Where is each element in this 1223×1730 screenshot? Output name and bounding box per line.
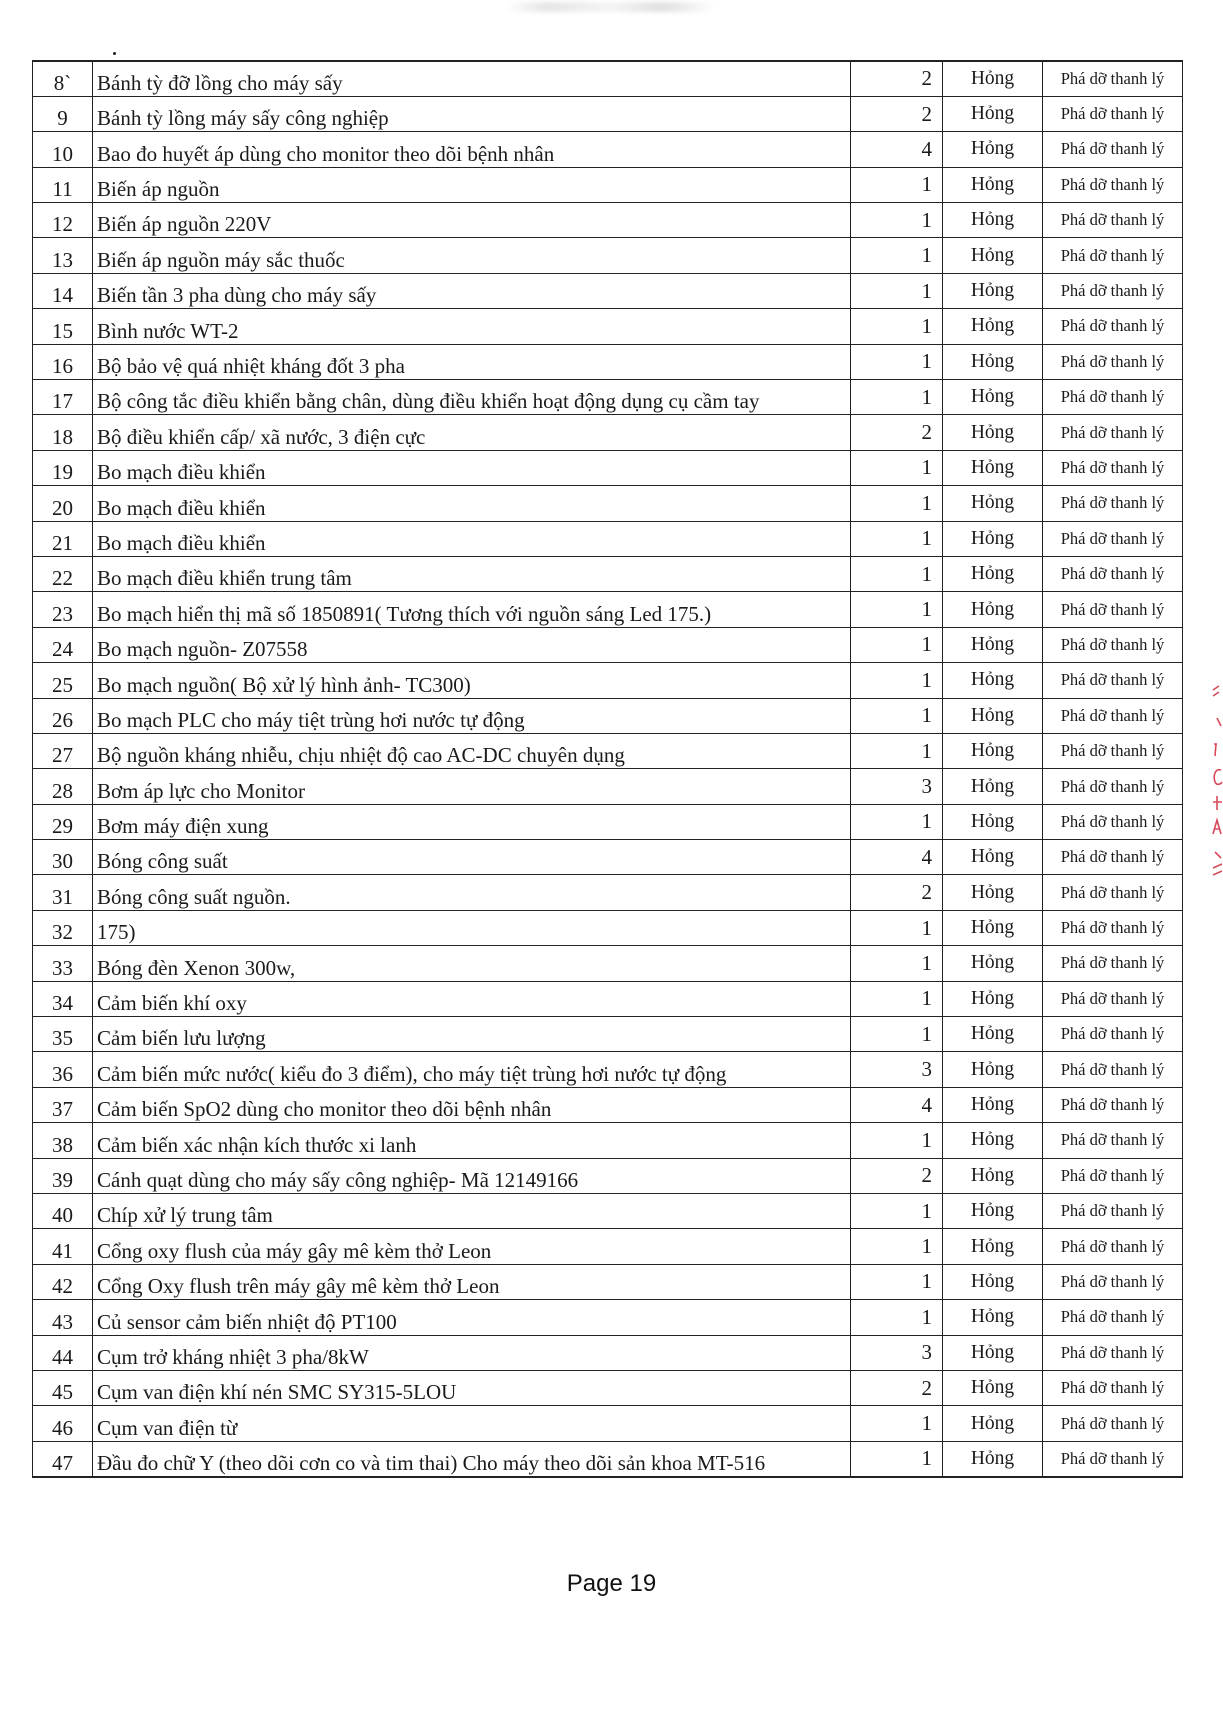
table-row bbox=[33, 309, 1183, 344]
item-action: Phá dỡ thanh lý bbox=[1043, 238, 1183, 273]
item-name: Biến áp nguồn máy sắc thuốc bbox=[93, 238, 851, 273]
item-quantity: 1 bbox=[851, 238, 943, 273]
table-row bbox=[33, 1370, 1183, 1405]
item-action: Phá dỡ thanh lý bbox=[1043, 1229, 1183, 1264]
item-name: Biến áp nguồn 220V bbox=[93, 203, 851, 238]
row-number: 20 bbox=[33, 486, 93, 521]
item-status: Hỏng bbox=[943, 450, 1043, 485]
item-quantity: 1 bbox=[851, 946, 943, 981]
item-action: Phá dỡ thanh lý bbox=[1043, 61, 1183, 96]
item-quantity: 1 bbox=[851, 486, 943, 521]
item-action: Phá dỡ thanh lý bbox=[1043, 875, 1183, 910]
item-quantity: 2 bbox=[851, 96, 943, 131]
inventory-table bbox=[32, 60, 1183, 1478]
item-quantity: 1 bbox=[851, 344, 943, 379]
item-status: Hỏng bbox=[943, 1087, 1043, 1122]
item-status: Hỏng bbox=[943, 486, 1043, 521]
row-number: 13 bbox=[33, 238, 93, 273]
row-number: 32 bbox=[33, 910, 93, 945]
item-action: Phá dỡ thanh lý bbox=[1043, 946, 1183, 981]
table-row bbox=[33, 592, 1183, 627]
table-row bbox=[33, 1017, 1183, 1052]
item-status: Hỏng bbox=[943, 1052, 1043, 1087]
item-action: Phá dỡ thanh lý bbox=[1043, 733, 1183, 768]
item-name: Cổng Oxy flush trên máy gây mê kèm thở Leon bbox=[93, 1264, 851, 1299]
row-number: 40 bbox=[33, 1194, 93, 1229]
item-name: Bình nước WT-2 bbox=[93, 309, 851, 344]
item-quantity: 4 bbox=[851, 840, 943, 875]
row-number: 16 bbox=[33, 344, 93, 379]
item-action: Phá dỡ thanh lý bbox=[1043, 1158, 1183, 1193]
table-row bbox=[33, 698, 1183, 733]
row-number: 28 bbox=[33, 769, 93, 804]
item-action: Phá dỡ thanh lý bbox=[1043, 521, 1183, 556]
row-number: 44 bbox=[33, 1335, 93, 1370]
item-status: Hỏng bbox=[943, 273, 1043, 308]
row-number: 41 bbox=[33, 1229, 93, 1264]
item-status: Hỏng bbox=[943, 592, 1043, 627]
table-row bbox=[33, 1087, 1183, 1122]
table-row bbox=[33, 1229, 1183, 1264]
item-name: Cảm biến lưu lượng bbox=[93, 1017, 851, 1052]
row-number: 12 bbox=[33, 203, 93, 238]
item-name: Bao đo huyết áp dùng cho monitor theo dõi bệnh nhân bbox=[93, 132, 851, 167]
page-number: Page 19 bbox=[566, 1570, 657, 1597]
item-status: Hỏng bbox=[943, 1406, 1043, 1441]
item-status: Hỏng bbox=[943, 1229, 1043, 1264]
table-row bbox=[33, 132, 1183, 167]
item-quantity: 1 bbox=[851, 910, 943, 945]
item-name: Cảm biến xác nhận kích thước xi lanh bbox=[93, 1123, 851, 1158]
item-quantity: 1 bbox=[851, 1441, 943, 1476]
table-row bbox=[33, 663, 1183, 698]
item-name: Bo mạch điều khiển bbox=[93, 521, 851, 556]
table-row bbox=[33, 627, 1183, 662]
table-row bbox=[33, 946, 1183, 981]
item-quantity: 1 bbox=[851, 203, 943, 238]
item-action: Phá dỡ thanh lý bbox=[1043, 1370, 1183, 1405]
item-quantity: 1 bbox=[851, 380, 943, 415]
item-name: Chíp xử lý trung tâm bbox=[93, 1194, 851, 1229]
table-row bbox=[33, 380, 1183, 415]
item-name: Cổng oxy flush của máy gây mê kèm thở Leon bbox=[93, 1229, 851, 1264]
row-number: 23 bbox=[33, 592, 93, 627]
row-number: 11 bbox=[33, 167, 93, 202]
item-quantity: 1 bbox=[851, 1123, 943, 1158]
table-row bbox=[33, 203, 1183, 238]
item-status: Hỏng bbox=[943, 1370, 1043, 1405]
item-status: Hỏng bbox=[943, 96, 1043, 131]
table-row bbox=[33, 450, 1183, 485]
item-name: Bộ bảo vệ quá nhiệt kháng đốt 3 pha bbox=[93, 344, 851, 379]
item-quantity: 1 bbox=[851, 592, 943, 627]
table-row bbox=[33, 167, 1183, 202]
item-name: Cảm biến SpO2 dùng cho monitor theo dõi bệnh nhân bbox=[93, 1087, 851, 1122]
table-row bbox=[33, 981, 1183, 1016]
row-number: 31 bbox=[33, 875, 93, 910]
item-quantity: 3 bbox=[851, 1335, 943, 1370]
row-number: 34 bbox=[33, 981, 93, 1016]
row-number: 39 bbox=[33, 1158, 93, 1193]
row-number: 22 bbox=[33, 556, 93, 591]
scan-dot bbox=[113, 52, 116, 55]
item-quantity: 1 bbox=[851, 981, 943, 1016]
item-name: Củ sensor cảm biến nhiệt độ PT100 bbox=[93, 1300, 851, 1335]
item-status: Hỏng bbox=[943, 238, 1043, 273]
item-status: Hỏng bbox=[943, 556, 1043, 591]
item-action: Phá dỡ thanh lý bbox=[1043, 910, 1183, 945]
item-status: Hỏng bbox=[943, 1158, 1043, 1193]
item-status: Hỏng bbox=[943, 698, 1043, 733]
row-number: 27 bbox=[33, 733, 93, 768]
item-quantity: 1 bbox=[851, 698, 943, 733]
item-name: 175) bbox=[93, 910, 851, 945]
item-name: Đầu đo chữ Y (theo dõi cơn co và tim thai) Cho máy theo dõi sản khoa MT-516 bbox=[93, 1441, 851, 1476]
item-name: Bơm áp lực cho Monitor bbox=[93, 769, 851, 804]
table-row bbox=[33, 733, 1183, 768]
table-row bbox=[33, 344, 1183, 379]
item-action: Phá dỡ thanh lý bbox=[1043, 1441, 1183, 1476]
item-action: Phá dỡ thanh lý bbox=[1043, 132, 1183, 167]
item-quantity: 1 bbox=[851, 309, 943, 344]
row-number: 24 bbox=[33, 627, 93, 662]
item-quantity: 1 bbox=[851, 521, 943, 556]
item-action: Phá dỡ thanh lý bbox=[1043, 1087, 1183, 1122]
item-status: Hỏng bbox=[943, 1017, 1043, 1052]
table-row bbox=[33, 1441, 1183, 1476]
row-number: 8` bbox=[33, 61, 93, 96]
item-status: Hỏng bbox=[943, 627, 1043, 662]
item-name: Bo mạch điều khiển bbox=[93, 450, 851, 485]
item-status: Hỏng bbox=[943, 840, 1043, 875]
inventory-table-body bbox=[33, 61, 1183, 1477]
item-action: Phá dỡ thanh lý bbox=[1043, 344, 1183, 379]
row-number: 29 bbox=[33, 804, 93, 839]
item-status: Hỏng bbox=[943, 946, 1043, 981]
item-action: Phá dỡ thanh lý bbox=[1043, 415, 1183, 450]
item-status: Hỏng bbox=[943, 733, 1043, 768]
item-status: Hỏng bbox=[943, 663, 1043, 698]
item-action: Phá dỡ thanh lý bbox=[1043, 273, 1183, 308]
item-status: Hỏng bbox=[943, 521, 1043, 556]
row-number: 15 bbox=[33, 309, 93, 344]
item-status: Hỏng bbox=[943, 1335, 1043, 1370]
item-quantity: 2 bbox=[851, 1158, 943, 1193]
item-name: Bánh tỳ đỡ lồng cho máy sấy bbox=[93, 61, 851, 96]
item-quantity: 1 bbox=[851, 663, 943, 698]
item-name: Bộ nguồn kháng nhiễu, chịu nhiệt độ cao AC-DC chuyên dụng bbox=[93, 733, 851, 768]
row-number: 47 bbox=[33, 1441, 93, 1476]
item-status: Hỏng bbox=[943, 1300, 1043, 1335]
row-number: 33 bbox=[33, 946, 93, 981]
row-number: 42 bbox=[33, 1264, 93, 1299]
item-name: Bo mạch PLC cho máy tiệt trùng hơi nước tự động bbox=[93, 698, 851, 733]
table-row bbox=[33, 840, 1183, 875]
item-action: Phá dỡ thanh lý bbox=[1043, 1194, 1183, 1229]
item-name: Cánh quạt dùng cho máy sấy công nghiệp- Mã 12149166 bbox=[93, 1158, 851, 1193]
item-quantity: 1 bbox=[851, 1406, 943, 1441]
item-quantity: 2 bbox=[851, 1370, 943, 1405]
item-quantity: 1 bbox=[851, 1194, 943, 1229]
table-row bbox=[33, 1335, 1183, 1370]
item-quantity: 1 bbox=[851, 556, 943, 591]
item-name: Cụm trở kháng nhiệt 3 pha/8kW bbox=[93, 1335, 851, 1370]
item-quantity: 2 bbox=[851, 415, 943, 450]
item-action: Phá dỡ thanh lý bbox=[1043, 1335, 1183, 1370]
row-number: 25 bbox=[33, 663, 93, 698]
item-action: Phá dỡ thanh lý bbox=[1043, 309, 1183, 344]
item-status: Hỏng bbox=[943, 167, 1043, 202]
item-status: Hỏng bbox=[943, 1264, 1043, 1299]
item-status: Hỏng bbox=[943, 910, 1043, 945]
item-status: Hỏng bbox=[943, 344, 1043, 379]
item-quantity: 1 bbox=[851, 1017, 943, 1052]
scan-smudge bbox=[505, 2, 715, 12]
item-quantity: 1 bbox=[851, 450, 943, 485]
item-name: Bóng công suất nguồn. bbox=[93, 875, 851, 910]
table-row bbox=[33, 804, 1183, 839]
item-quantity: 1 bbox=[851, 273, 943, 308]
item-quantity: 1 bbox=[851, 804, 943, 839]
table-row bbox=[33, 486, 1183, 521]
item-name: Bơm máy điện xung bbox=[93, 804, 851, 839]
item-action: Phá dỡ thanh lý bbox=[1043, 627, 1183, 662]
item-status: Hỏng bbox=[943, 1123, 1043, 1158]
item-quantity: 3 bbox=[851, 1052, 943, 1087]
table-row bbox=[33, 1123, 1183, 1158]
table-row bbox=[33, 1158, 1183, 1193]
item-name: Bánh tỳ lồng máy sấy công nghiệp bbox=[93, 96, 851, 131]
item-status: Hỏng bbox=[943, 1441, 1043, 1476]
item-quantity: 1 bbox=[851, 1264, 943, 1299]
table-row bbox=[33, 61, 1183, 96]
red-stamp-fragment bbox=[1207, 682, 1223, 882]
row-number: 38 bbox=[33, 1123, 93, 1158]
row-number: 26 bbox=[33, 698, 93, 733]
item-name: Biến áp nguồn bbox=[93, 167, 851, 202]
row-number: 45 bbox=[33, 1370, 93, 1405]
table-row bbox=[33, 238, 1183, 273]
item-action: Phá dỡ thanh lý bbox=[1043, 698, 1183, 733]
table-row bbox=[33, 1194, 1183, 1229]
row-number: 30 bbox=[33, 840, 93, 875]
row-number: 19 bbox=[33, 450, 93, 485]
item-action: Phá dỡ thanh lý bbox=[1043, 1052, 1183, 1087]
item-name: Bo mạch hiển thị mã số 1850891( Tương thích với nguồn sáng Led 175.) bbox=[93, 592, 851, 627]
item-status: Hỏng bbox=[943, 1194, 1043, 1229]
item-name: Cảm biến mức nước( kiểu đo 3 điểm), cho máy tiệt trùng hơi nước tự động bbox=[93, 1052, 851, 1087]
item-action: Phá dỡ thanh lý bbox=[1043, 981, 1183, 1016]
item-action: Phá dỡ thanh lý bbox=[1043, 167, 1183, 202]
table-row bbox=[33, 769, 1183, 804]
item-name: Bộ công tắc điều khiển bằng chân, dùng điều khiển hoạt động dụng cụ cầm tay bbox=[93, 380, 851, 415]
item-status: Hỏng bbox=[943, 61, 1043, 96]
item-name: Cụm van điện khí nén SMC SY315-5LOU bbox=[93, 1370, 851, 1405]
item-status: Hỏng bbox=[943, 203, 1043, 238]
table-row bbox=[33, 1300, 1183, 1335]
item-status: Hỏng bbox=[943, 981, 1043, 1016]
item-quantity: 1 bbox=[851, 1300, 943, 1335]
item-action: Phá dỡ thanh lý bbox=[1043, 769, 1183, 804]
row-number: 36 bbox=[33, 1052, 93, 1087]
item-name: Bóng công suất bbox=[93, 840, 851, 875]
item-quantity: 2 bbox=[851, 875, 943, 910]
item-name: Bo mạch nguồn- Z07558 bbox=[93, 627, 851, 662]
item-name: Biến tần 3 pha dùng cho máy sấy bbox=[93, 273, 851, 308]
table-row bbox=[33, 910, 1183, 945]
item-status: Hỏng bbox=[943, 875, 1043, 910]
item-status: Hỏng bbox=[943, 415, 1043, 450]
row-number: 17 bbox=[33, 380, 93, 415]
item-action: Phá dỡ thanh lý bbox=[1043, 1264, 1183, 1299]
row-number: 14 bbox=[33, 273, 93, 308]
item-action: Phá dỡ thanh lý bbox=[1043, 486, 1183, 521]
item-quantity: 2 bbox=[851, 61, 943, 96]
item-name: Bóng đèn Xenon 300w, bbox=[93, 946, 851, 981]
row-number: 43 bbox=[33, 1300, 93, 1335]
table-row bbox=[33, 1052, 1183, 1087]
item-action: Phá dỡ thanh lý bbox=[1043, 1017, 1183, 1052]
item-status: Hỏng bbox=[943, 804, 1043, 839]
item-action: Phá dỡ thanh lý bbox=[1043, 804, 1183, 839]
item-quantity: 1 bbox=[851, 1229, 943, 1264]
item-status: Hỏng bbox=[943, 769, 1043, 804]
item-action: Phá dỡ thanh lý bbox=[1043, 840, 1183, 875]
row-number: 9 bbox=[33, 96, 93, 131]
item-name: Bo mạch nguồn( Bộ xử lý hình ảnh- TC300) bbox=[93, 663, 851, 698]
item-name: Cảm biến khí oxy bbox=[93, 981, 851, 1016]
table-row bbox=[33, 415, 1183, 450]
item-action: Phá dỡ thanh lý bbox=[1043, 96, 1183, 131]
row-number: 37 bbox=[33, 1087, 93, 1122]
item-action: Phá dỡ thanh lý bbox=[1043, 203, 1183, 238]
item-action: Phá dỡ thanh lý bbox=[1043, 592, 1183, 627]
item-name: Bo mạch điều khiển trung tâm bbox=[93, 556, 851, 591]
item-action: Phá dỡ thanh lý bbox=[1043, 380, 1183, 415]
table-row bbox=[33, 875, 1183, 910]
item-action: Phá dỡ thanh lý bbox=[1043, 450, 1183, 485]
item-quantity: 3 bbox=[851, 769, 943, 804]
table-row bbox=[33, 1406, 1183, 1441]
item-action: Phá dỡ thanh lý bbox=[1043, 556, 1183, 591]
item-name: Bộ điều khiển cấp/ xã nước, 3 điện cực bbox=[93, 415, 851, 450]
item-action: Phá dỡ thanh lý bbox=[1043, 663, 1183, 698]
row-number: 35 bbox=[33, 1017, 93, 1052]
row-number: 21 bbox=[33, 521, 93, 556]
table-row bbox=[33, 1264, 1183, 1299]
item-action: Phá dỡ thanh lý bbox=[1043, 1300, 1183, 1335]
item-action: Phá dỡ thanh lý bbox=[1043, 1123, 1183, 1158]
item-quantity: 1 bbox=[851, 627, 943, 662]
item-name: Bo mạch điều khiển bbox=[93, 486, 851, 521]
table-row bbox=[33, 521, 1183, 556]
item-quantity: 1 bbox=[851, 167, 943, 202]
row-number: 10 bbox=[33, 132, 93, 167]
item-status: Hỏng bbox=[943, 309, 1043, 344]
row-number: 46 bbox=[33, 1406, 93, 1441]
table-row bbox=[33, 96, 1183, 131]
item-name: Cụm van điện từ bbox=[93, 1406, 851, 1441]
item-action: Phá dỡ thanh lý bbox=[1043, 1406, 1183, 1441]
table-row bbox=[33, 273, 1183, 308]
row-number: 18 bbox=[33, 415, 93, 450]
table-row bbox=[33, 556, 1183, 591]
item-status: Hỏng bbox=[943, 380, 1043, 415]
item-quantity: 1 bbox=[851, 733, 943, 768]
item-quantity: 4 bbox=[851, 1087, 943, 1122]
item-status: Hỏng bbox=[943, 132, 1043, 167]
item-quantity: 4 bbox=[851, 132, 943, 167]
